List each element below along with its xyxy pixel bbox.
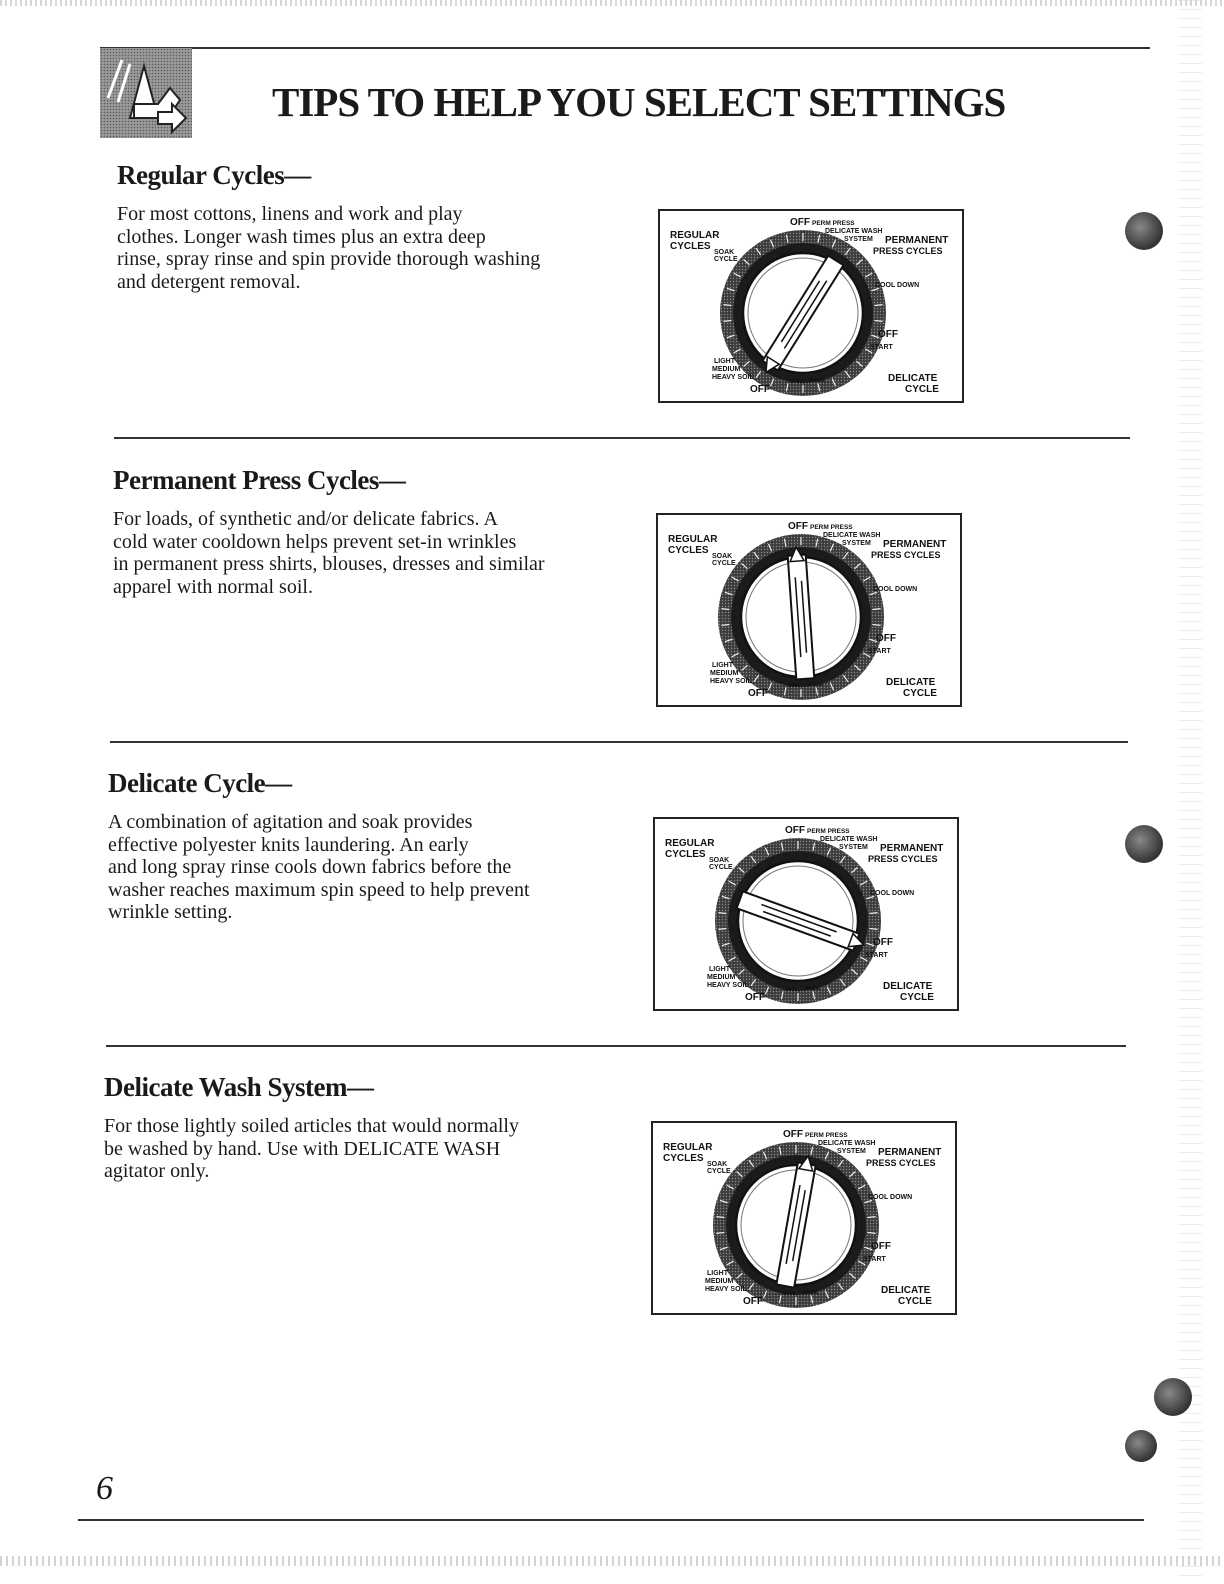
label-off-bottom: OFF	[745, 992, 765, 1003]
label-press-cycles: PRESS CYCLES	[873, 246, 943, 256]
page-number: 6	[96, 1470, 113, 1507]
label-perm-press: PERM PRESS	[805, 1132, 848, 1139]
label-spin: SPIN	[785, 987, 797, 993]
label-cool-down: COOL DOWN	[868, 1194, 913, 1201]
scan-edge-top	[0, 0, 1224, 6]
label-regular: REGULAR	[665, 838, 715, 849]
section-body: A combination of agitation and soak provides effective polyester knits laundering. An early and long spray rinse cools down fabrics before the washer reaches maximum spin speed to help prevent wrinkle setting.	[108, 811, 530, 923]
label-soak-cycle: CYCLE	[707, 1168, 731, 1175]
label-permanent: PERMANENT	[878, 1147, 942, 1158]
label-off-bottom: OFF	[750, 384, 770, 395]
label-soak-cycle: CYCLE	[709, 864, 733, 871]
label-start: START	[868, 648, 891, 655]
section-heading: Permanent Press Cycles—	[113, 465, 406, 495]
label-spin: SPIN	[790, 379, 802, 385]
label-system: SYSTEM	[842, 540, 871, 547]
label-soak: SOAK	[707, 1161, 728, 1168]
label-soak: SOAK	[714, 249, 735, 256]
binder-hole	[1125, 825, 1163, 863]
section-heading: Regular Cycles—	[117, 160, 311, 190]
label-off-bottom: OFF	[748, 688, 768, 699]
label-medium: MEDIUM	[707, 974, 736, 981]
label-off-top: OFF	[790, 217, 810, 228]
section-heading: Delicate Wash System—	[104, 1072, 374, 1102]
label-off-top: OFF	[788, 521, 808, 532]
dial-tick	[723, 321, 731, 322]
label-delicate-cycle: CYCLE	[903, 688, 937, 699]
label-rinse: RINSE	[803, 1290, 819, 1296]
label-heavy-soil: HEAVY SOIL	[705, 1286, 747, 1293]
section-delicate-wash-system	[104, 1072, 594, 1183]
label-heavy-soil: HEAVY SOIL	[712, 374, 754, 381]
label-perm-press: PERM PRESS	[807, 828, 850, 835]
section-body: For loads, of synthetic and/or delicate fabrics. A cold water cooldown helps prevent set-in wrinkles in permanent press shirts, blouses, dresses and similar apparel with normal soil.	[113, 508, 545, 598]
dial-tick	[868, 1233, 876, 1234]
label-start: START	[865, 952, 888, 959]
dial-tick	[716, 1233, 724, 1234]
label-cool-down: COOL DOWN	[875, 282, 920, 289]
label-delicate-cycle: CYCLE	[900, 992, 934, 1003]
label-regular: REGULAR	[668, 534, 718, 545]
label-permanent: PERMANENT	[883, 539, 947, 550]
label-cycles: CYCLES	[663, 1153, 704, 1164]
label-off-right: OFF	[876, 633, 896, 644]
label-system: SYSTEM	[839, 844, 868, 851]
dial-tick	[875, 321, 883, 322]
label-delicate-wash: DELICATE WASH	[818, 1140, 876, 1147]
label-perm-press: PERM PRESS	[810, 524, 853, 531]
label-delicate-wash: DELICATE WASH	[825, 228, 883, 235]
label-regular: REGULAR	[670, 230, 720, 241]
label-soak-cycle: CYCLE	[712, 560, 736, 567]
label-off-top: OFF	[783, 1129, 803, 1140]
scan-edge-bottom	[0, 1556, 1224, 1566]
dial-tick	[718, 913, 726, 914]
label-delicate: DELICATE	[886, 677, 936, 688]
label-heavy-soil: HEAVY SOIL	[710, 678, 752, 685]
section-divider	[114, 437, 1130, 439]
label-heavy-soil: HEAVY SOIL	[707, 982, 749, 989]
binder-hole	[1154, 1378, 1192, 1416]
label-perm-press: PERM PRESS	[812, 220, 855, 227]
label-medium: MEDIUM	[710, 670, 739, 677]
page-title: TIPS TO HELP YOU SELECT SETTINGS	[272, 79, 1006, 125]
label-delicate: DELICATE	[888, 373, 938, 384]
label-soak: SOAK	[709, 857, 730, 864]
label-delicate-wash: DELICATE WASH	[820, 836, 878, 843]
dial-tick	[723, 305, 731, 306]
label-medium: MEDIUM	[705, 1278, 734, 1285]
hand-dial-icon	[100, 48, 192, 138]
section-delicate-cycle	[108, 768, 598, 924]
label-system: SYSTEM	[844, 236, 873, 243]
label-cycles: CYCLES	[665, 849, 706, 860]
footer-rule	[78, 1519, 1144, 1521]
label-soak: SOAK	[712, 553, 733, 560]
label-light: LIGHT	[712, 662, 733, 669]
dial-tick	[718, 929, 726, 930]
label-rinse: RINSE	[805, 986, 821, 992]
dial-tick	[873, 609, 881, 610]
dial-tick	[870, 913, 878, 914]
label-medium: MEDIUM	[712, 366, 741, 373]
label-delicate-cycle: CYCLE	[898, 1296, 932, 1307]
label-rinse: RINSE	[810, 378, 826, 384]
label-cycles: CYCLES	[670, 241, 711, 252]
binder-hole	[1125, 212, 1163, 250]
label-system: SYSTEM	[837, 1148, 866, 1155]
label-off-right: OFF	[878, 329, 898, 340]
label-delicate: DELICATE	[881, 1285, 931, 1296]
section-permanent-press-cycles	[113, 465, 603, 598]
label-cool-down: COOL DOWN	[870, 890, 915, 897]
label-delicate: DELICATE	[883, 981, 933, 992]
label-off-right: OFF	[873, 937, 893, 948]
label-light: LIGHT	[707, 1270, 728, 1277]
label-light: LIGHT	[709, 966, 730, 973]
label-soak-cycle: CYCLE	[714, 256, 738, 263]
label-press-cycles: PRESS CYCLES	[871, 550, 941, 560]
section-divider	[110, 741, 1128, 743]
label-permanent: PERMANENT	[885, 235, 949, 246]
dial-tick	[868, 1217, 876, 1218]
label-delicate-wash: DELICATE WASH	[823, 532, 881, 539]
label-cool-down: COOL DOWN	[873, 586, 918, 593]
dial-tick	[716, 1217, 724, 1218]
label-spin: SPIN	[783, 1291, 795, 1297]
section-body: For most cottons, linens and work and play clothes. Longer wash times plus an extra deep rinse, spray rinse and spin provide thorough washing and detergent removal.	[117, 203, 541, 293]
dial-illustration	[651, 1121, 957, 1315]
label-light: LIGHT	[714, 358, 735, 365]
label-regular: REGULAR	[663, 1142, 713, 1153]
label-off-bottom: OFF	[743, 1296, 763, 1307]
label-spin: SPIN	[788, 683, 800, 689]
dial-tick	[873, 625, 881, 626]
label-permanent: PERMANENT	[880, 843, 944, 854]
dial-illustration	[658, 209, 964, 403]
section-regular-cycles	[117, 160, 597, 293]
section-body: For those lightly soiled articles that would normally be washed by hand. Use with DELICATE WASH agitator only.	[104, 1115, 519, 1182]
label-start: START	[863, 1256, 886, 1263]
section-divider	[106, 1045, 1126, 1047]
label-rinse: RINSE	[808, 682, 824, 688]
header-rule	[100, 47, 1150, 49]
label-cycles: CYCLES	[668, 545, 709, 556]
label-off-right: OFF	[871, 1241, 891, 1252]
dial-tick	[870, 929, 878, 930]
label-press-cycles: PRESS CYCLES	[868, 854, 938, 864]
binder-hole	[1125, 1430, 1157, 1462]
dial-illustration	[653, 817, 959, 1011]
section-heading: Delicate Cycle—	[108, 768, 292, 798]
label-press-cycles: PRESS CYCLES	[866, 1158, 936, 1168]
dial-tick	[721, 609, 729, 610]
label-start: START	[870, 344, 893, 351]
dial-illustration	[656, 513, 962, 707]
label-delicate-cycle: CYCLE	[905, 384, 939, 395]
dial-tick	[875, 305, 883, 306]
scan-edge-right	[1178, 0, 1202, 1584]
dial-tick	[721, 625, 729, 626]
label-off-top: OFF	[785, 825, 805, 836]
